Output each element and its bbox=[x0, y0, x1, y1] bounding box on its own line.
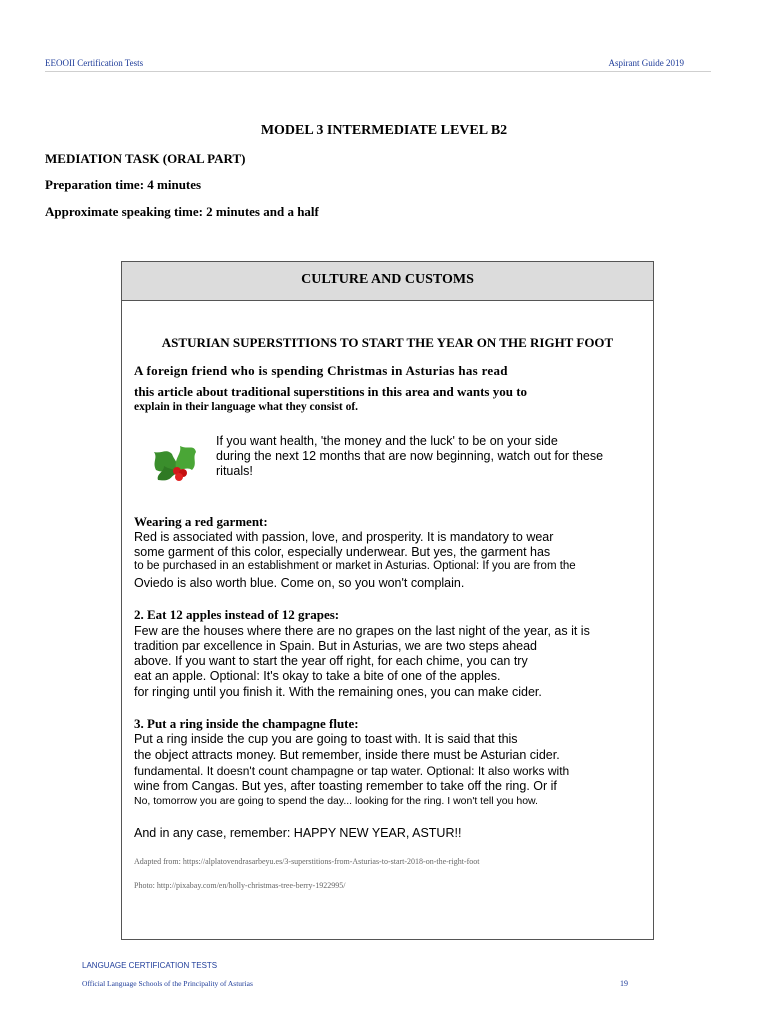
section-1-line-2: some garment of this color, especially underwear. But yes, the garment has bbox=[134, 545, 551, 559]
task-box bbox=[121, 261, 654, 940]
page-title: MODEL 3 INTERMEDIATE LEVEL B2 bbox=[260, 123, 508, 138]
section-1-line-3: to be purchased in an establishment or market in Asturias. Optional: If you are from the bbox=[134, 560, 576, 572]
section-2-line-5: for ringing until you finish it. With the remaining ones, you can make cider. bbox=[134, 685, 542, 699]
section-2-line-4: eat an apple. Optional: It's okay to take a bite of one of the apples. bbox=[134, 669, 501, 683]
section-3-line-1: Put a ring inside the cup you are going to toast with. It is said that this bbox=[134, 732, 518, 746]
intro-line-2: during the next 12 months that are now beginning, watch out for these bbox=[216, 449, 604, 463]
page-header bbox=[45, 58, 711, 72]
section-2-line-3: above. If you want to start the year off right, for each chime, you can try bbox=[134, 654, 528, 668]
intro-line-3: rituals! bbox=[216, 464, 253, 478]
section-3-line-2: the object attracts money. But remember, inside there must be Asturian cider. bbox=[134, 748, 560, 762]
prep-time: Preparation time: 4 minutes bbox=[45, 177, 202, 192]
page-number: 19 bbox=[620, 979, 628, 988]
footer-subtitle: Official Language Schools of the Principality of Asturias bbox=[82, 979, 253, 988]
section-3-line-4: wine from Cangas. But yes, after toasting remember to take off the ring. Or if bbox=[134, 779, 557, 793]
section-1-line-4: Oviedo is also worth blue. Come on, so you won't complain. bbox=[134, 576, 465, 590]
task-line-2: this article about traditional superstitions in this area and wants you to bbox=[134, 384, 528, 399]
section-2-heading: 2. Eat 12 apples instead of 12 grapes: bbox=[134, 607, 340, 622]
intro-text bbox=[216, 434, 636, 479]
section-2-line-2: tradition par excellence in Spain. But in Asturias, we are two steps ahead bbox=[134, 639, 538, 653]
section-3-line-3: fundamental. It doesn't count champagne or tap water. Optional: It also works with bbox=[134, 764, 570, 778]
task-line-3: explain in their language what they consist of. bbox=[134, 401, 359, 413]
section-3-line-5: No, tomorrow you are going to spend the day... looking for the ring. I won't tell you how. bbox=[134, 795, 538, 807]
box-heading: CULTURE AND CUSTOMS bbox=[122, 262, 653, 301]
section-1-line-1: Red is associated with passion, love, and prosperity. It is mandatory to wear bbox=[134, 530, 554, 544]
section-1-heading: Wearing a red garment: bbox=[134, 514, 268, 529]
article-title: ASTURIAN SUPERSTITIONS TO START THE YEAR ON THE RIGHT FOOT bbox=[161, 335, 614, 350]
task-line-1: A foreign friend who is spending Christmas in Asturias has read bbox=[134, 363, 508, 378]
task-label: MEDIATION TASK (ORAL PART) bbox=[45, 151, 246, 166]
speaking-time: Approximate speaking time: 2 minutes and a half bbox=[45, 204, 319, 219]
section-2-line-1: Few are the houses where there are no grapes on the last night of the year, as it is bbox=[134, 624, 590, 638]
footer-title: LANGUAGE CERTIFICATION TESTS bbox=[82, 961, 218, 970]
intro-line-1: If you want health, 'the money and the luck' to be on your side bbox=[216, 434, 558, 448]
header-left: EEOOII Certification Tests bbox=[45, 58, 144, 68]
holly-icon bbox=[150, 440, 202, 486]
source-credit: Adapted from: https://alplatovendrasarbeyu.es/3-superstitions-from-Asturias-to-start-2018-on-the-right-foot bbox=[134, 857, 480, 866]
closing-line: And in any case, remember: HAPPY NEW YEAR, ASTUR!! bbox=[134, 826, 462, 840]
header-right: Aspirant Guide 2019 bbox=[608, 58, 684, 68]
section-3-heading: 3. Put a ring inside the champagne flute: bbox=[134, 716, 359, 731]
photo-credit: Photo: http://pixabay.com/en/holly-christmas-tree-berry-1922995/ bbox=[134, 881, 346, 890]
